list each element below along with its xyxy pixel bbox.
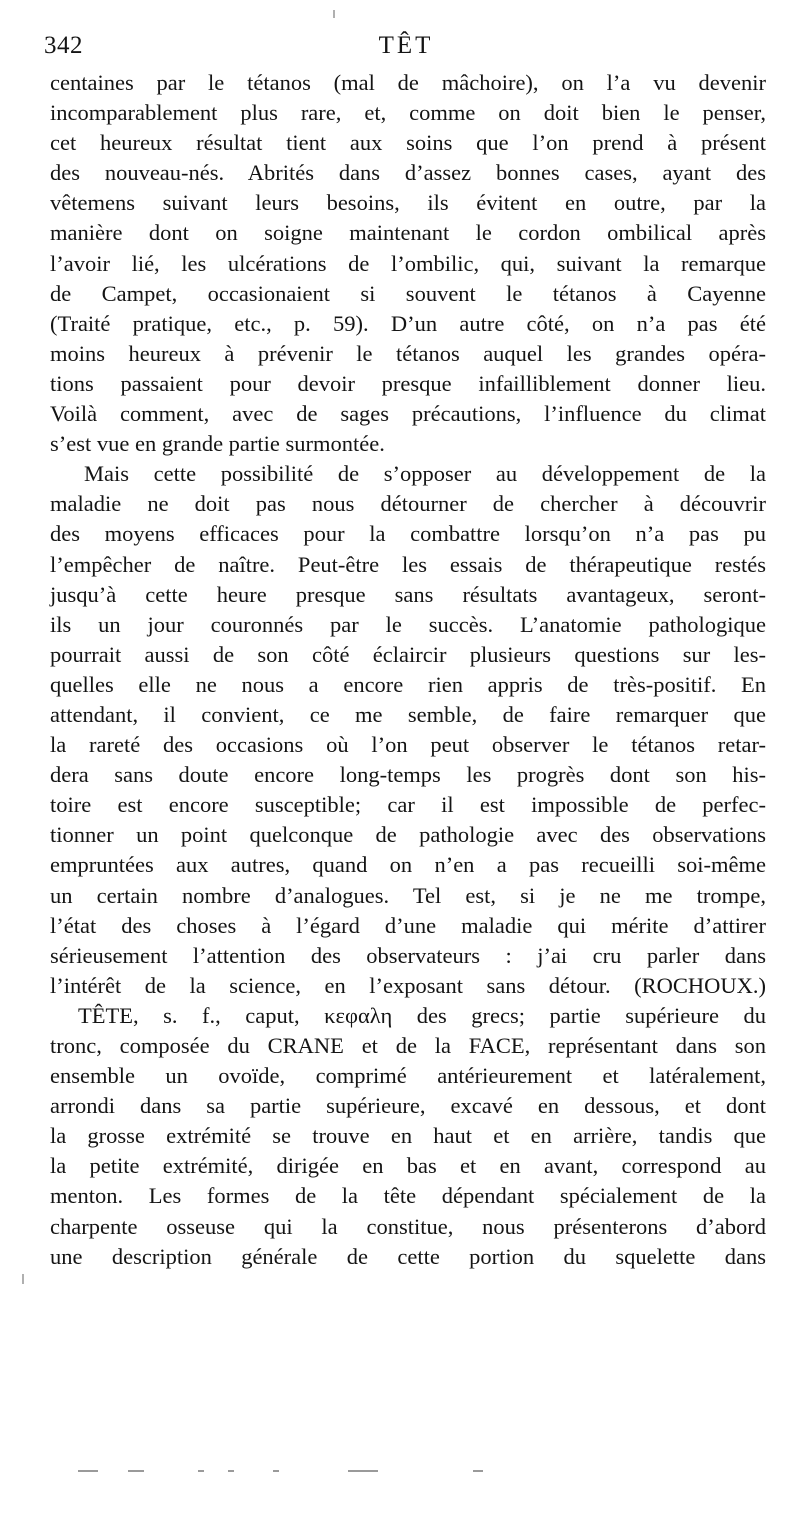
page-header	[44, 32, 768, 66]
text-line: tronc, composée du CRANE et de la FACE, représentant dans son	[50, 1033, 766, 1058]
text-line: arrondi dans sa partie supérieure, excavé en dessous, et dont	[50, 1093, 766, 1119]
page-number: 342	[44, 32, 83, 59]
text-line: ils un jour couronnés par le succès. L’anatomie pathologique	[50, 611, 766, 637]
text-line: la rareté des occasions où l’on peut observer le tétanos retar-	[50, 732, 766, 758]
text-line: moins heureux à prévenir le tétanos auquel les grandes opéra-	[50, 340, 766, 366]
text-line: vêtemens suivant leurs besoins, ils évitent en outre, par la	[50, 190, 766, 216]
text-line: l’intérêt de la science, en l’exposant sans détour. (ROCHOUX.)	[50, 972, 766, 998]
text-line: menton. Les formes de la tête dépendant spécialement de la	[50, 1183, 766, 1209]
text-line: dera sans doute encore long-temps les progrès dont son his-	[50, 762, 766, 788]
text-line: s’est vue en grande partie surmontée.	[50, 431, 385, 457]
text-line: une description générale de cette portion du squelette dans	[50, 1243, 766, 1269]
text-line: jusqu’à cette heure presque sans résultats avantageux, seront-	[50, 581, 766, 607]
text-line: Voilà comment, avec de sages précautions, l’influence du climat	[50, 401, 766, 427]
text-line: l’avoir lié, les ulcérations de l’ombilic, qui, suivant la remarque	[50, 250, 766, 276]
text-line: tions passaient pour devoir presque infailliblement donner lieu.	[50, 370, 766, 396]
text-line: sérieusement l’attention des observateurs : j’ai cru parler dans	[50, 942, 766, 968]
text-line: la grosse extrémité se trouve en haut et en arrière, tandis que	[50, 1123, 766, 1149]
text-line: pourrait aussi de son côté éclaircir plusieurs questions sur les-	[50, 641, 766, 667]
text-line: des nouveau-nés. Abrités dans d’assez bonnes cases, ayant des	[50, 160, 766, 186]
text-line: cet heureux résultat tient aux soins que l’on prend à présent	[50, 130, 766, 156]
text-line: toire est encore susceptible; car il est impossible de perfec-	[50, 792, 766, 818]
text-line: empruntées aux autres, quand on n’en a pas recueilli soi-même	[50, 852, 766, 878]
running-head: TÊT	[378, 32, 434, 59]
text-line: l’état des choses à l’égard d’une maladie qui mérite d’attirer	[50, 912, 766, 938]
text-line: centaines par le tétanos (mal de mâchoire), on l’a vu devenir	[50, 70, 766, 95]
text-line: manière dont on soigne maintenant le cordon ombilical après	[50, 220, 766, 246]
text-line: incomparablement plus rare, et, comme on doit bien le penser,	[50, 100, 766, 126]
text-line: charpente osseuse qui la constitue, nous présenterons d’abord	[50, 1213, 766, 1239]
text-line: ensemble un ovoïde, comprimé antérieurement et latéralement,	[50, 1063, 766, 1089]
text-line: attendant, il convient, ce me semble, de faire remarquer que	[50, 701, 766, 727]
scan-speck	[333, 10, 335, 18]
text-line: un certain nombre d’analogues. Tel est, si je ne me trompe,	[50, 882, 766, 908]
text-line: de Campet, occasionaient si souvent le tétanos à Cayenne	[50, 280, 766, 306]
scan-footer-marks	[78, 1470, 498, 1476]
scan-speck	[22, 1274, 24, 1284]
text-line: (Traité pratique, etc., p. 59). D’un autre côté, on n’a pas été	[50, 310, 766, 336]
text-line: quelles elle ne nous a encore rien appris de très-positif. En	[50, 671, 766, 697]
text-line: maladie ne doit pas nous détourner de chercher à découvrir	[50, 491, 766, 517]
text-line: tionner un point quelconque de pathologie avec des observations	[50, 822, 766, 848]
text-line: la petite extrémité, dirigée en bas et en avant, correspond au	[50, 1153, 766, 1179]
text-line: des moyens efficaces pour la combattre lorsqu’on n’a pas pu	[50, 521, 766, 547]
paragraph-start-line: Mais cette possibilité de s’opposer au développement de la	[84, 461, 766, 487]
text-line: l’empêcher de naître. Peut-être les essais de thérapeutique restés	[50, 551, 766, 577]
entry-start-line: TÊTE, s. f., caput, κεφαλη des grecs; partie supérieure du	[78, 1002, 766, 1028]
body-text	[50, 68, 766, 1272]
